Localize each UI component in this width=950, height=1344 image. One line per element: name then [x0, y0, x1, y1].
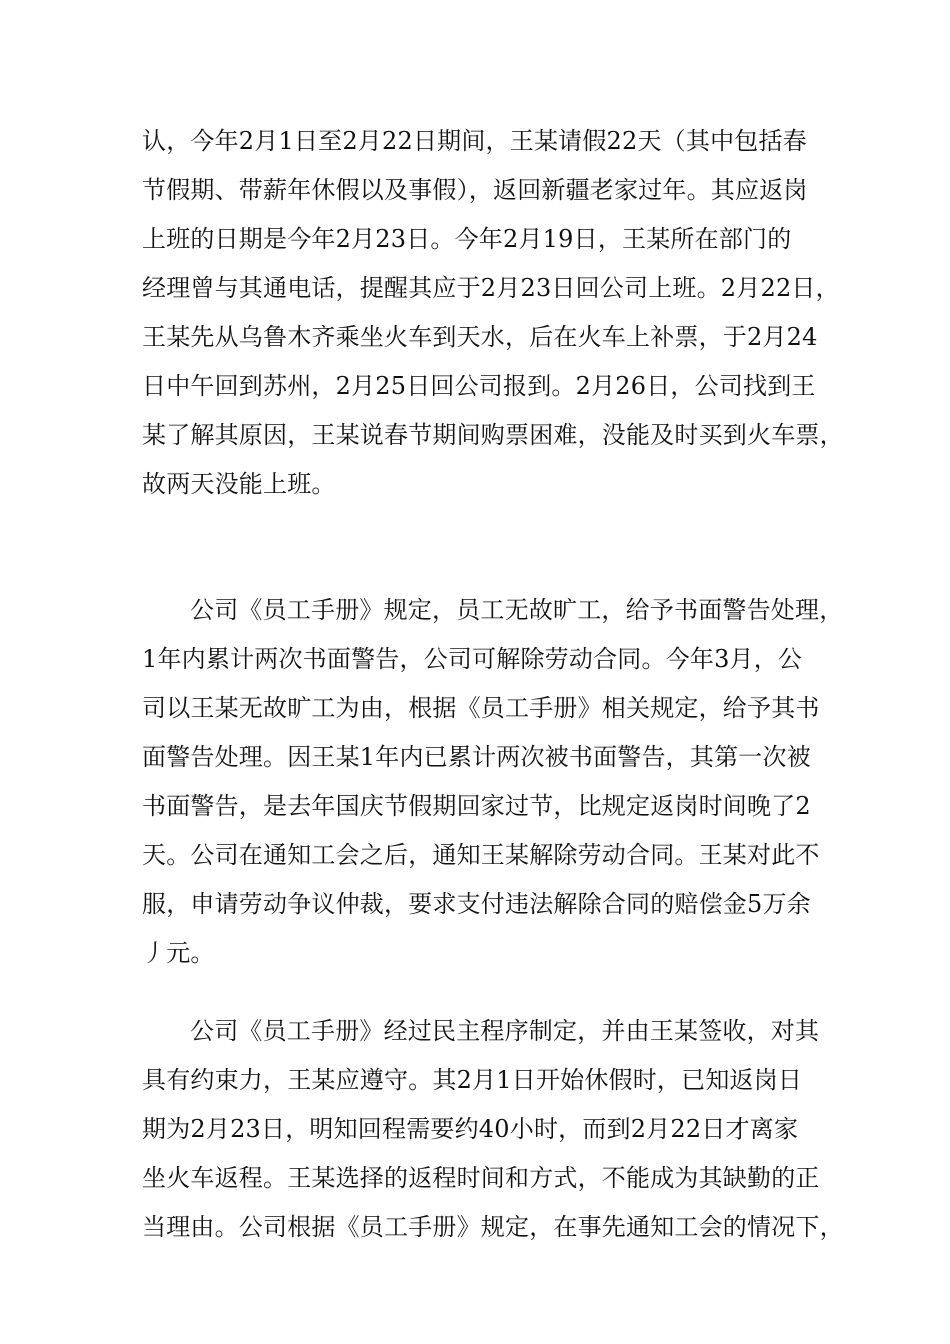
paragraph-1-line-3: 上班的日期是今年2月23日。今年2月19日，王某所在部门的	[142, 225, 792, 253]
paragraph-1-line-8: 故两天没能上班。	[142, 470, 336, 498]
paragraph-2-line-5: 书面警告，是去年国庆节假期回家过节，比规定返岗时间晚了2	[142, 792, 811, 820]
paragraph-2-line-7: 服，申请劳动争议仲裁，要求支付违法解除合同的赔偿金5万余	[142, 890, 811, 918]
paragraph-2-line-3: 司以王某无故旷工为由，根据《员工手册》相关规定，给予其书	[142, 694, 820, 722]
paragraph-1-line-2: 节假期、带薪年休假以及事假），返回新疆老家过年。其应返岗	[142, 176, 808, 204]
paragraph-2-line-6: 天。公司在通知工会之后，通知王某解除劳动合同。王某对此不	[142, 841, 820, 869]
paragraph-3-line-4: 坐火车返程。王某选择的返程时间和方式，不能成为其缺勤的正	[142, 1164, 820, 1192]
paragraph-2-line-8: 丿元。	[142, 939, 215, 967]
paragraph-1-line-6: 日中午回到苏州，2月25日回公司报到。2月26日，公司找到王	[142, 372, 816, 400]
paragraph-2-line-1: 公司《员工手册》规定，员工无故旷工，给予书面警告处理，	[190, 596, 844, 624]
paragraph-3-line-1: 公司《员工手册》经过民主程序制定，并由王某签收，对其	[190, 1017, 820, 1045]
paragraph-1-line-7: 某了解其原因，王某说春节期间购票困难，没能及时买到火车票，	[142, 421, 844, 449]
paragraph-3-line-2: 具有约束力，王某应遵守。其2月1日开始休假时，已知返岗日	[142, 1066, 803, 1094]
paragraph-3-line-3: 期为2月23日，明知回程需要约40小时，而到2月22日才离家	[142, 1115, 799, 1143]
paragraph-1-line-1: 认，今年2月1日至2月22日期间，王某请假22天（其中包括春	[142, 127, 807, 155]
paragraph-1-line-4: 经理曾与其通电话，提醒其应于2月23日回公司上班。2月22日，	[142, 274, 840, 302]
paragraph-2-line-2: 1年内累计两次书面警告，公司可解除劳动合同。今年3月，公	[142, 645, 803, 673]
paragraph-2-line-4: 面警告处理。因王某1年内已累计两次被书面警告，其第一次被	[142, 743, 811, 771]
paragraph-1-line-5: 王某先从乌鲁木齐乘坐火车到天水，后在火车上补票，于2月24	[142, 323, 818, 351]
paragraph-3-line-5: 当理由。公司根据《员工手册》规定，在事先通知工会的情况下，	[142, 1213, 844, 1241]
